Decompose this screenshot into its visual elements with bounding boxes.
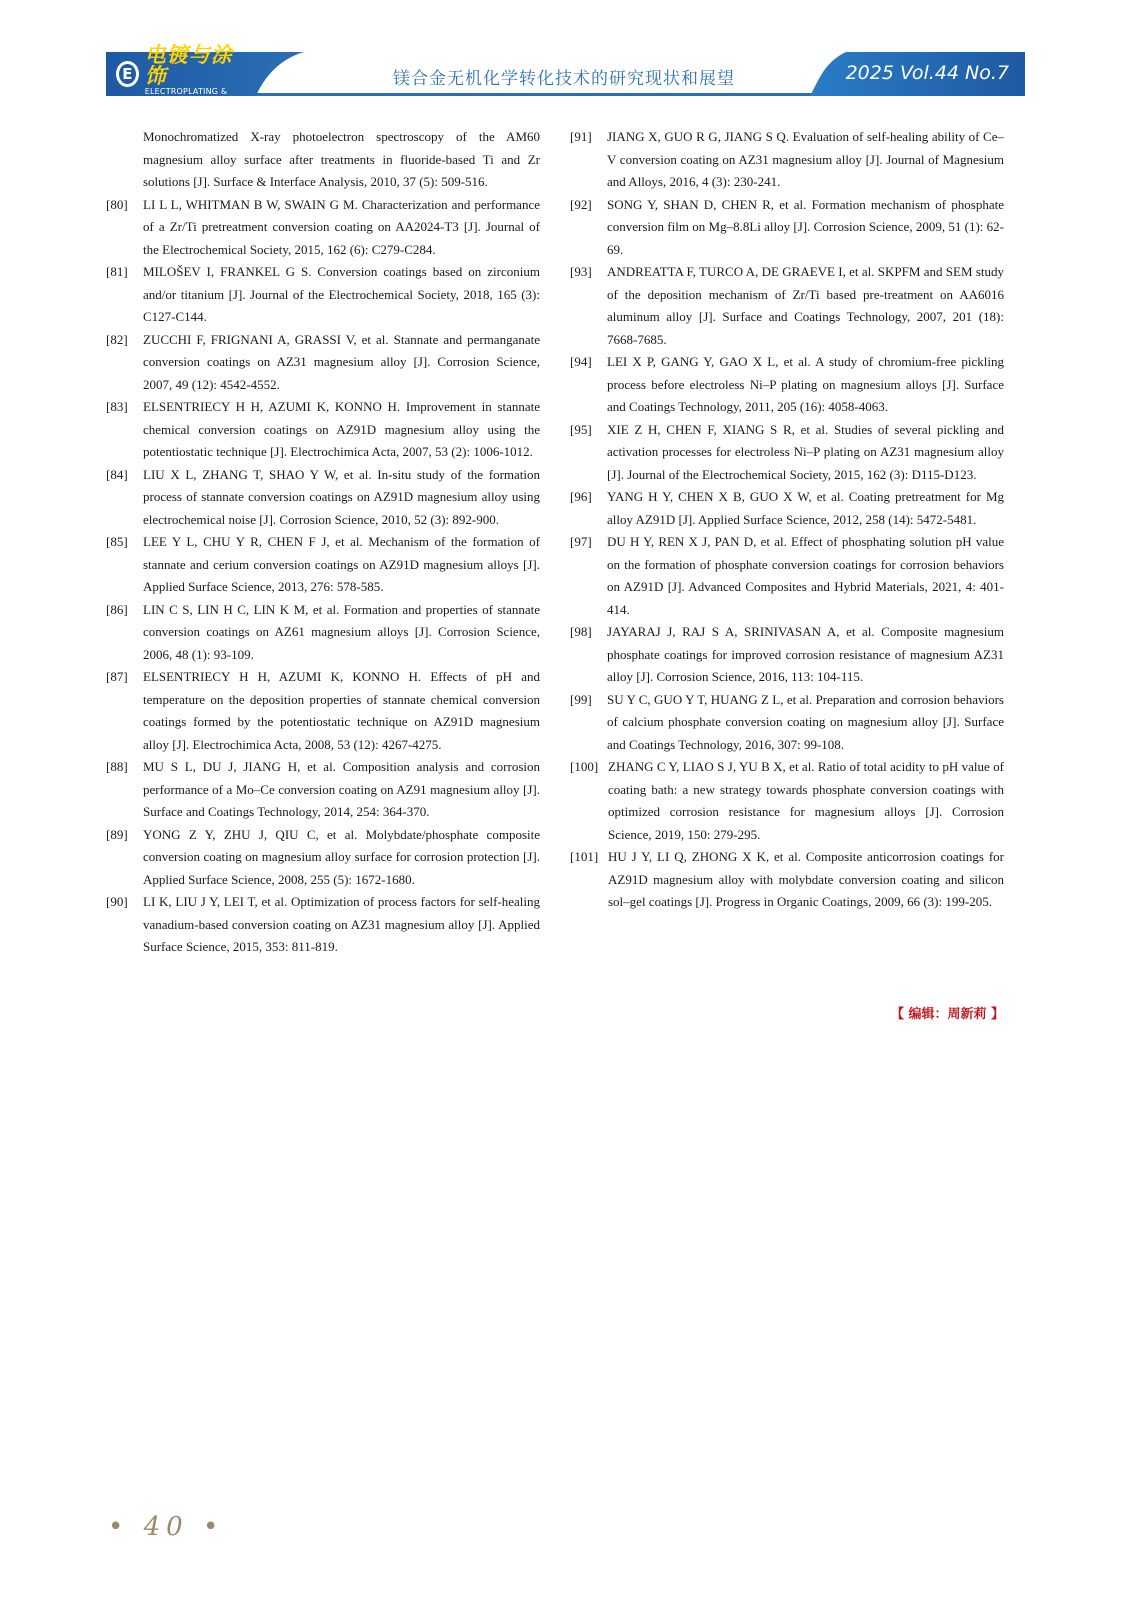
reference-item <box>570 126 1004 194</box>
issue-info: 2025 Vol.44 No.7 <box>845 62 1009 84</box>
reference-item <box>106 261 540 329</box>
reference-item <box>570 261 1004 351</box>
reference-number: [96] <box>570 489 592 504</box>
reference-item <box>106 329 540 397</box>
logo-mark-icon: E <box>116 61 139 87</box>
reference-text: LEI X P, GANG Y, GAO X L, et al. A study of chromium-free pickling process before electroless Ni–P plating on magnesium alloys [J]. Surface and Coatings Technology, 2011, 205 (16): 4058-4063. <box>607 354 1004 414</box>
reference-text: LI K, LIU J Y, LEI T, et al. Optimization of process factors for self-healing vanadium-based conversion coating on AZ31 magnesium alloy [J]. Applied Surface Science, 2015, 353: 811-819. <box>143 894 540 954</box>
reference-number: [83] <box>106 399 128 414</box>
reference-text: ELSENTRIECY H H, AZUMI K, KONNO H. Effects of pH and temperature on the deposition properties of stannate chemical conversion coatings formed by the potentiostatic technique on AZ91D magnesium alloy [J]. Electrochimica Acta, 2008, 53 (12): 4267-4275. <box>143 669 540 752</box>
logo-english-name: ELECTROPLATING & FINISHING <box>144 87 228 104</box>
reference-text: SONG Y, SHAN D, CHEN R, et al. Formation mechanism of phosphate conversion film on Mg–8.8Li alloy [J]. Corrosion Science, 2009, 51 (1): 62-69. <box>607 196 1004 257</box>
reference-number: [85] <box>106 534 128 549</box>
journal-logo <box>106 42 252 104</box>
reference-number: [100] <box>570 759 599 774</box>
reference-number: [87] <box>106 669 128 684</box>
reference-item <box>106 666 540 756</box>
reference-number: [88] <box>106 759 128 774</box>
reference-text: SU Y C, GUO Y T, HUANG Z L, et al. Preparation and corrosion behaviors of calcium phosphate conversion coating on magnesium alloy [J]. Surface and Coatings Technology, 2016, 307: 99-108. <box>607 691 1004 752</box>
reference-number: [84] <box>106 466 128 482</box>
reference-number: [91] <box>570 129 592 144</box>
reference-number: [94] <box>570 354 592 369</box>
references-left-column <box>106 126 540 959</box>
reference-number: [92] <box>570 196 592 212</box>
logo-chinese-name: 电镀与涂饰 <box>144 42 233 88</box>
reference-number: [81] <box>106 264 128 279</box>
reference-item <box>570 621 1004 689</box>
reference-text: JAYARAJ J, RAJ S A, SRINIVASAN A, et al. Composite magnesium phosphate coatings for improved corrosion resistance of magnesium AZ31 alloy [J]. Corrosion Science, 2016, 113: 104-115. <box>607 624 1004 684</box>
reference-number: [98] <box>570 624 592 639</box>
reference-text: ZHANG C Y, LIAO S J, YU B X, et al. Ratio of total acidity to pH value of coating bath: a new strategy towards phosphate conversion coatings with optimized corrosion resistance for magnesium alloys [J]. Corrosion Science, 2019, 150: 279-295. <box>608 759 1004 842</box>
reference-text: LIU X L, ZHANG T, SHAO Y W, et al. In-situ study of the formation process of stannate conversion coatings on AZ91D magnesium alloy using electrochemical noise [J]. Corrosion Science, 2010, 52 (3): 892-900. <box>143 466 540 527</box>
reference-item <box>106 824 540 892</box>
reference-number: [93] <box>570 264 592 279</box>
reference-text: ELSENTRIECY H H, AZUMI K, KONNO H. Improvement in stannate chemical conversion coatings on AZ91D magnesium alloy using the potentiostatic technique [J]. Electrochimica Acta, 2007, 53 (2): 1006-1012. <box>143 399 540 459</box>
reference-item <box>570 419 1004 487</box>
reference-text: MILOŠEV I, FRANKEL G S. Conversion coatings based on zirconium and/or titanium [J]. Journal of the Electrochemical Society, 2018, 165 (3): C127-C144. <box>143 264 540 324</box>
reference-item <box>570 531 1004 621</box>
reference-number: [89] <box>106 826 128 842</box>
reference-item <box>570 194 1004 262</box>
reference-text: HU J Y, LI Q, ZHONG X K, et al. Composite anticorrosion coatings for AZ91D magnesium alloy with molybdate conversion coating and silicon sol–gel coatings [J]. Progress in Organic Coatings, 2009, 66 (3): 199-205. <box>608 849 1004 909</box>
page-number: • 40 • <box>108 1512 225 1542</box>
reference-number: [97] <box>570 534 592 549</box>
reference-item <box>106 756 540 824</box>
reference-text: LI L L, WHITMAN B W, SWAIN G M. Characterization and performance of a Zr/Ti pretreatment conversion coating on AA2024-T3 [J]. Journal of the Electrochemical Society, 2015, 162 (6): C279-C284. <box>143 196 540 257</box>
reference-number: [80] <box>106 196 128 212</box>
reference-number: [82] <box>106 331 128 347</box>
editor-credit: 【 编辑：周新莉 】 <box>890 1007 1004 1022</box>
reference-text: ANDREATTA F, TURCO A, DE GRAEVE I, et al. SKPFM and SEM study of the deposition mechanism of Zr/Ti based pre-treatment on AA6016 aluminum alloy [J]. Surface and Coatings Technology, 2007, 201 (18): 7668-7685. <box>607 264 1004 347</box>
reference-item <box>570 846 1004 914</box>
reference-text: MU S L, DU J, JIANG H, et al. Composition analysis and corrosion performance of a Mo–Ce conversion coating on AZ91 magnesium alloy [J]. Surface and Coatings Technology, 2014, 254: 364-370. <box>143 759 540 819</box>
reference-text: XIE Z H, CHEN F, XIANG S R, et al. Studies of several pickling and activation processes for electroless Ni–P plating on AZ31 magnesium alloy [J]. Journal of the Electrochemical Society, 2015, 162 (3): D115-D123. <box>607 421 1004 482</box>
reference-number: [95] <box>570 421 592 437</box>
running-title: 镁合金无机化学转化技术的研究现状和展望 <box>393 69 735 89</box>
reference-number: [90] <box>106 894 128 909</box>
reference-item <box>570 486 1004 531</box>
reference-item <box>570 756 1004 846</box>
reference-item <box>106 194 540 262</box>
reference-text: JIANG X, GUO R G, JIANG S Q. Evaluation of self-healing ability of Ce–V conversion coating on AZ31 magnesium alloy [J]. Journal of Magnesium and Alloys, 2016, 4 (3): 230-241. <box>607 129 1004 189</box>
reference-text: ZUCCHI F, FRIGNANI A, GRASSI V, et al. Stannate and permanganate conversion coatings on AZ31 magnesium alloy [J]. Corrosion Science, 2007, 49 (12): 4542-4552. <box>143 331 540 392</box>
reference-item <box>570 351 1004 419</box>
reference-item <box>570 689 1004 757</box>
reference-number: [86] <box>106 601 128 617</box>
reference-item <box>106 891 540 959</box>
reference-text: YANG H Y, CHEN X B, GUO X W, et al. Coating pretreatment for Mg alloy AZ91D [J]. Applied Surface Science, 2012, 258 (14): 5472-5481. <box>607 489 1004 527</box>
reference-text: DU H Y, REN X J, PAN D, et al. Effect of phosphating solution pH value on the formation of phosphate conversion coatings for corrosion behaviors on AZ91D [J]. Advanced Composites and Hybrid Materials, 2021, 4: 401-414. <box>607 534 1004 617</box>
reference-item <box>106 396 540 464</box>
reference-number: [99] <box>570 691 592 707</box>
reference-item <box>106 599 540 667</box>
reference-item <box>106 531 540 599</box>
references-right-column <box>570 126 1004 914</box>
reference-number: [101] <box>570 849 599 864</box>
reference-text: LEE Y L, CHU Y R, CHEN F J, et al. Mechanism of the formation of stannate and cerium conversion coatings on AZ91D magnesium alloys [J]. Applied Surface Science, 2013, 276: 578-585. <box>143 534 540 594</box>
reference-item <box>106 464 540 532</box>
journal-header <box>106 42 1025 104</box>
reference-text: YONG Z Y, ZHU J, QIU C, et al. Molybdate/phosphate composite conversion coating on magnesium alloy surface for corrosion protection [J]. Applied Surface Science, 2008, 255 (5): 1672-1680. <box>143 826 540 887</box>
reference-text: LIN C S, LIN H C, LIN K M, et al. Formation and properties of stannate conversion coatings on AZ61 magnesium alloys [J]. Corrosion Science, 2006, 48 (1): 93-109. <box>143 601 540 662</box>
reference-continuation: Monochromatized X-ray photoelectron spectroscopy of the AM60 magnesium alloy surface after treatments in fluoride-based Ti and Zr solutions [J]. Surface & Interface Analysis, 2010, 37 (5): 509-516. <box>143 129 540 189</box>
